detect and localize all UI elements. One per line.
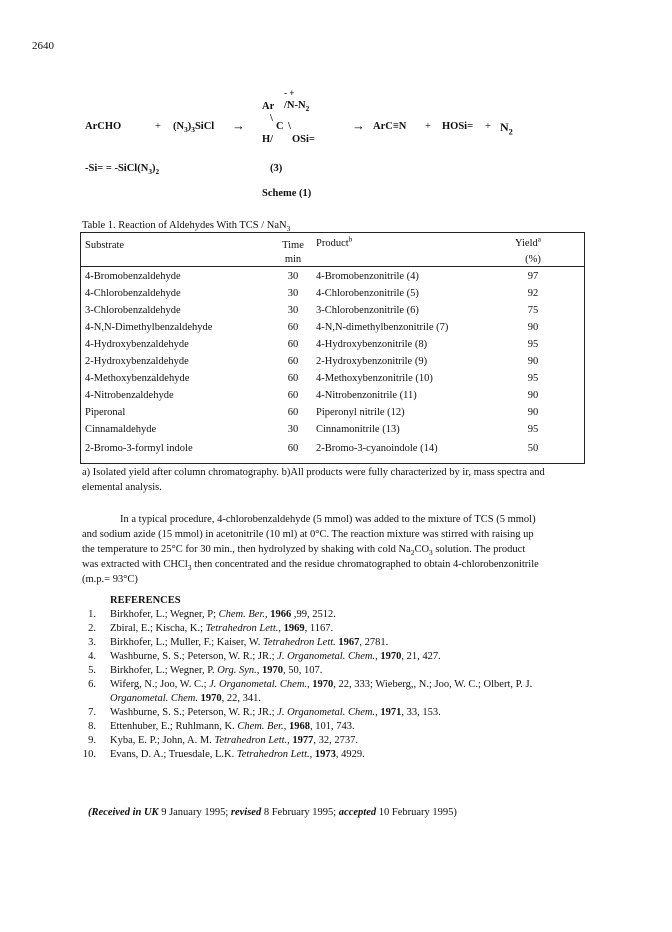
reference-number: 5. (88, 665, 96, 676)
header-product: Product$^b$ (316, 234, 353, 249)
cell-yield: 97 (527, 271, 539, 282)
scheme-nitrile: ArC≡N (373, 121, 407, 132)
reference-text: Ettenhuber, E.; Ruhlmann, K. Chem. Ber., 1968, 101, 743. (110, 721, 355, 732)
header-yield-unit: (%) (525, 254, 541, 265)
cell-product: 4-Chlorobenzonitrile (5) (316, 288, 419, 299)
cell-time: 30 (287, 271, 299, 282)
table-row (81, 372, 584, 389)
procedure-line-5: (m.p.= 93°C) (82, 574, 138, 585)
scheme-osi: OSi= (292, 134, 315, 145)
cell-product: Cinnamonitrile (13) (316, 424, 400, 435)
cell-time: 30 (287, 305, 299, 316)
cell-substrate: 4-Nitrobenzaldehyde (85, 390, 174, 401)
cell-substrate: 2-Bromo-3-formyl indole (85, 443, 193, 454)
reference-text-continued: Organometal. Chem. 1970, 22, 341. (110, 693, 261, 704)
reference-number: 7. (88, 707, 96, 718)
cell-time: 60 (287, 390, 299, 401)
reference-number: 4. (88, 651, 96, 662)
reference-text: Birkhofer, L.; Wegner, P. Org. Syn., 1970, 50, 107. (110, 665, 323, 676)
cell-product: 4-Methoxybenzonitrile (10) (316, 373, 433, 384)
table-row (81, 321, 584, 338)
scheme-plus-1: + (155, 121, 161, 132)
cell-product: 2-Hydroxybenzonitrile (9) (316, 356, 428, 367)
scheme-bond-top: \ (270, 113, 273, 124)
cell-substrate: 4-Methoxybenzaldehyde (85, 373, 190, 384)
reference-text: Washburne, S. S.; Peterson, W. R.; JR.; J. Organometal. Chem., 1970, 21, 427. (110, 651, 441, 662)
cell-substrate: 4-Bromobenzaldehyde (85, 271, 181, 282)
table-row (81, 355, 584, 372)
scheme-compound-label: (3) (270, 163, 283, 174)
header-yield: Yield$^a$ (514, 234, 541, 249)
scheme-reagent: $(N_3)_3SiCl$ (173, 121, 215, 135)
reference-number: 6. (88, 679, 96, 690)
scheme-nitrogen: $N_2$ (500, 120, 513, 137)
reference-text: Birkhofer, L.; Wegner, P; Chem. Ber., 1966 ,99, 2512. (110, 609, 336, 620)
cell-yield: 90 (527, 322, 539, 333)
reference-text: Wiferg, N.; Joo, W. C.; J. Organometal. Chem., 1970, 22, 333; Wieberg,, N.; Joo, W. C.; Olbert, P. J. (110, 679, 533, 690)
procedure-line-4: was extracted with CHCl$_3$ then concentrated and the residue chromatographed to obtain 4-chlorobenzonitrile (82, 559, 539, 573)
reference-number: 1. (88, 609, 96, 620)
cell-product: 4-Hydroxybenzonitrile (8) (316, 339, 428, 350)
scheme-silanol: HOSi= (442, 121, 474, 132)
scheme-bond-bottom: \ (288, 121, 291, 132)
procedure-line-3: the temperature to 25°C for 30 min., then hydrolyzed by shaking with cold $Na_2CO_3$ solution. The product (82, 544, 526, 558)
cell-product: Piperonyl nitrile (12) (316, 407, 405, 418)
cell-product: 4-N,N-dimethylbenzonitrile (7) (316, 322, 449, 333)
table-row (81, 287, 584, 304)
table-row (81, 270, 584, 287)
reference-number: 2. (88, 623, 96, 634)
cell-substrate: Cinnamaldehyde (85, 424, 157, 435)
header-divider (81, 266, 584, 267)
reference-number: 3. (88, 637, 96, 648)
scheme-ar: Ar (262, 101, 275, 112)
cell-time: 30 (287, 424, 299, 435)
reference-text: Washburne, S. S.; Peterson, W. R.; JR.; J. Organometal. Chem., 1971, 33, 153. (110, 707, 441, 718)
scheme-plus-2: + (425, 121, 431, 132)
cell-product: 4-Nitrobenzonitrile (11) (316, 390, 417, 401)
cell-substrate: 4-N,N-Dimethylbenzaldehyde (85, 322, 213, 333)
procedure-line-1: In a typical procedure, 4-chlorobenzaldehyde (5 mmol) was added to the mixture of TCS (5 mmol) (120, 514, 536, 525)
cell-yield: 92 (527, 288, 539, 299)
cell-yield: 90 (527, 356, 539, 367)
cell-yield: 50 (527, 443, 539, 454)
scheme-hydrogen: H/ (262, 134, 274, 145)
cell-yield: 75 (527, 305, 539, 316)
cell-time: 60 (287, 443, 299, 454)
cell-time: 60 (287, 373, 299, 384)
table-row (81, 304, 584, 321)
table-row (81, 338, 584, 355)
cell-yield: 90 (527, 390, 539, 401)
cell-yield: 95 (527, 373, 539, 384)
cell-time: 60 (287, 339, 299, 350)
table-row (81, 442, 584, 459)
cell-time: 60 (287, 322, 299, 333)
cell-time: 30 (287, 288, 299, 299)
scheme-aldehyde: ArCHO (85, 121, 122, 132)
table-title: Table 1. Reaction of Aldehydes With TCS / NaN$_3$ (82, 220, 291, 234)
reference-text: Birkhofer, L.; Muller, F.; Kaiser, W. Tetrahedron Lett. 1967, 2781. (110, 637, 389, 648)
cell-substrate: 4-Hydroxybenzaldehyde (85, 339, 189, 350)
scheme-plus-3: + (485, 121, 491, 132)
table-footnote-line-2: elemental analysis. (82, 482, 162, 493)
cell-yield: 90 (527, 407, 539, 418)
cell-substrate: 3-Chlorobenzaldehyde (85, 305, 181, 316)
scheme-arrow-2: → (352, 118, 365, 133)
header-substrate: Substrate (85, 240, 125, 251)
cell-product: 3-Chlorobenzonitrile (6) (316, 305, 419, 316)
table-row (81, 406, 584, 423)
reference-text: Kyba, E. P.; John, A. M. Tetrahedron Lett., 1977, 32, 2737. (110, 735, 359, 746)
table-footnote-line-1: a) Isolated yield after column chromatography. b)All products were fully characterized by ir, mass spectra and (82, 467, 545, 478)
cell-yield: 95 (527, 339, 539, 350)
header-time-unit: min (284, 254, 302, 265)
results-table (80, 232, 585, 464)
scheme-charges: - + (284, 88, 295, 98)
cell-substrate: 2-Hydroxybenzaldehyde (85, 356, 189, 367)
cell-time: 60 (287, 407, 299, 418)
reference-text: Evans, D. A.; Truesdale, L.K. Tetrahedron Lett., 1973, 4929. (110, 749, 365, 760)
table-row (81, 389, 584, 406)
cell-product: 2-Bromo-3-cyanoindole (14) (316, 443, 438, 454)
references-heading: REFERENCES (110, 595, 181, 606)
cell-product: 4-Bromobenzonitrile (4) (316, 271, 419, 282)
page-number: 2640 (32, 40, 54, 52)
scheme-caption: Scheme (1) (262, 188, 312, 199)
reference-number: 10. (82, 749, 96, 760)
reference-text: Zbiral, E.; Kischa, K.; Tetrahedron Lett., 1969, 1167. (110, 623, 334, 634)
scheme-definition: $-Si= = -SiCl(N_3)_2$ (85, 163, 160, 177)
reference-number: 8. (88, 721, 96, 732)
scheme-arrow-1: → (232, 118, 245, 133)
header-time: Time (282, 240, 304, 251)
received-dates: (Received in UK 9 January 1995; revised 8 February 1995; accepted 10 February 1995) (88, 807, 457, 818)
scheme-azide-group: $/N-N_2$ (284, 100, 310, 114)
cell-substrate: Piperonal (85, 407, 126, 418)
reference-number: 9. (88, 735, 96, 746)
table-row (81, 423, 584, 440)
scheme-carbon: C (276, 121, 284, 132)
cell-time: 60 (287, 356, 299, 367)
procedure-line-2: and sodium azide (15 mmol) in acetonitrile (10 ml) at 0°C. The reaction mixture was stirred with raising up (82, 529, 534, 540)
cell-substrate: 4-Chlorobenzaldehyde (85, 288, 181, 299)
cell-yield: 95 (527, 424, 539, 435)
